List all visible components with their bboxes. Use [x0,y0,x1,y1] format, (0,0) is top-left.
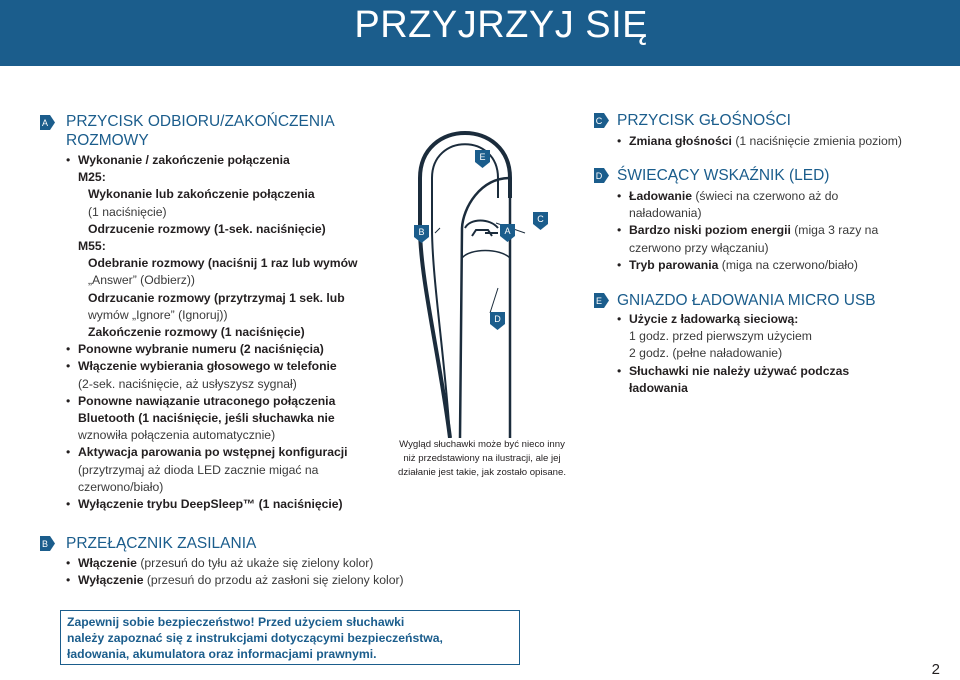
list-item [66,341,386,358]
marker-c-icon [594,113,609,128]
list-item [66,393,386,410]
list-item-text: M25: [78,170,106,185]
caption-line: niż przedstawiony na ilustracji, ale jej [403,453,561,464]
list-item-bold: Użycie z ładowarką sieciową: [629,312,799,326]
list-item [66,307,386,324]
caption-line: Wygląd słuchawki może być nieco inny [399,439,565,450]
section-c-heading: PRZYCISK GŁOŚNOŚCI [617,112,791,129]
list-item-text: M55: [78,239,106,254]
list-item [66,221,386,238]
list-item [617,328,947,345]
section-d-list [617,188,947,274]
page-number: 2 [931,661,940,678]
list-item [66,169,386,186]
list-item-bold: Tryb parowania [629,257,719,272]
list-item [617,205,947,222]
marker-c-illus-letter: C [537,214,544,224]
list-item-rest: naładowania) [629,206,702,221]
section-c-list [617,133,947,150]
list-item [66,255,386,272]
marker-c-illus-icon [533,212,548,227]
list-item-text: Wykonanie lub zakończenie połączenia [88,187,315,202]
list-item [617,240,947,257]
list-item-bold: Ładowanie [629,189,692,203]
illustration-caption [392,438,572,480]
section-b-heading: PRZEŁĄCZNIK ZASILANIA [66,535,257,552]
list-item [617,363,947,380]
list-item [617,188,947,205]
list-item [66,572,466,589]
list-item [617,133,947,150]
list-item [66,479,386,496]
section-d-heading: ŚWIECĄCY WSKAŹNIK (LED) [617,167,830,184]
list-item-rest: (miga 3 razy na [790,223,879,238]
marker-d-letter: D [595,171,603,181]
list-item [617,345,947,362]
list-item-bold: Zmiana głośności [629,134,732,148]
list-item-text: „Answer” (Odbierz)) [88,273,195,288]
safety-notice [60,610,520,665]
marker-e-illus-icon [475,150,490,165]
list-item-text: wymów „Ignore” (Ignoruj)) [88,307,228,322]
list-item-text: wznowiła połączenia automatycznie) [78,428,276,443]
list-item-rest: (1 naciśnięcie zmienia poziom) [731,134,902,148]
marker-b-letter: B [41,539,49,549]
list-item-text: czerwono/biało) [78,479,164,494]
list-item [617,257,947,274]
list-item-bold: Wyłączenie [78,573,144,588]
section-a-title-line1: PRZYCISK ODBIORU/ZAKOŃCZENIA [66,113,335,130]
caption-line: działanie jest takie, jak zostało opisane. [398,467,566,478]
marker-c-letter: C [595,116,603,126]
list-item [66,462,386,479]
headset-illustration [390,108,590,438]
list-item-rest: (przesuń do tyłu aż ukaże się zielony kolor) [136,556,374,570]
list-item-rest: (przesuń do przodu aż zasłoni się zielony kolor) [143,573,404,588]
list-item-bold: Bardzo niski poziom energii [629,223,791,238]
list-item-text: Aktywacja parowania po wstępnej konfiguracji [78,445,348,460]
marker-a-icon [40,115,55,130]
safety-line: należy zapoznać się z instrukcjami dotyczącymi bezpieczeństwa, [67,631,443,645]
marker-e-letter: E [595,296,603,306]
section-e-heading: GNIAZDO ŁADOWANIA MICRO USB [617,292,876,309]
marker-a-letter: A [41,118,49,128]
list-item-text: (przytrzymaj aż dioda LED zacznie migać na [78,462,319,477]
marker-b-icon [40,536,55,551]
section-a-list [66,152,386,513]
marker-e-illus-letter: E [479,152,486,162]
section-a-heading [66,112,335,150]
list-item-text: Odrzucenie rozmowy (1-sek. naciśnięcie) [88,221,326,236]
safety-line: Zapewnij sobie bezpieczeństwo! Przed użyciem słuchawki [67,615,405,629]
section-b-list [66,555,466,589]
list-item [66,358,386,375]
list-item-text: Odrzucanie rozmowy (przytrzymaj 1 sek. lub [88,290,345,305]
marker-a-illus-icon [500,224,515,239]
list-item-bold: ładowania [629,380,688,395]
marker-e-icon [594,293,609,308]
list-item-text: Zakończenie rozmowy (1 naciśnięcie) [88,325,305,340]
list-item-text: Ponowne nawiązanie utraconego połączenia [78,393,336,408]
list-item-bold: Włączenie [78,556,137,570]
list-item [66,204,386,221]
list-item-bold: Słuchawki nie należy używać podczas [629,363,850,378]
list-item [66,410,386,427]
marker-d-illus-letter: D [494,314,501,324]
list-item-rest: 2 godz. (pełne naładowanie) [629,346,783,361]
section-a-title-line2: ROZMOWY [66,132,149,149]
marker-b-illus-letter: B [418,227,425,237]
list-item-text: (1 naciśnięcie) [88,204,167,219]
list-item [66,186,386,203]
list-item-text: (2-sek. naciśnięcie, aż usłyszysz sygnał) [78,376,297,391]
list-item [66,555,466,572]
list-item [66,444,386,461]
list-item [66,272,386,289]
list-item-text: Wyłączenie trybu DeepSleep™ (1 naciśnięcie) [78,497,343,512]
list-item-rest: czerwono przy włączaniu) [629,240,769,255]
list-item-rest: (świeci na czerwono aż do [691,189,839,203]
list-item [66,427,386,444]
list-item-text: Odebranie rozmowy (naciśnij 1 raz lub wymów [88,256,358,271]
list-item-text: Ponowne wybranie numeru (2 naciśnięcia) [78,342,324,357]
marker-d-icon [594,168,609,183]
safety-line: ładowania, akumulatora oraz informacjami prawnymi. [67,647,377,661]
marker-a-illus-letter: A [504,226,511,236]
list-item [617,222,947,239]
marker-b-illus-icon [414,225,429,240]
list-item-text: Włączenie wybierania głosowego w telefonie [78,359,337,374]
section-e-list [617,311,947,397]
list-item [617,380,947,397]
list-item-rest: 1 godz. przed pierwszym użyciem [629,329,812,344]
list-item [66,290,386,307]
list-item [617,311,947,328]
list-item-text: Wykonanie / zakończenie połączenia [78,153,290,167]
list-item [66,238,386,255]
marker-d-illus-icon [490,312,505,327]
list-item [66,376,386,393]
list-item [66,152,386,169]
list-item [66,324,386,341]
list-item [66,496,386,513]
list-item-rest: (miga na czerwono/biało) [718,257,858,272]
header-bar [0,0,960,66]
list-item-text: Bluetooth (1 naciśnięcie, jeśli słuchawka nie [78,411,335,426]
page-title: PRZYJRZYJ SIĘ [354,4,648,46]
